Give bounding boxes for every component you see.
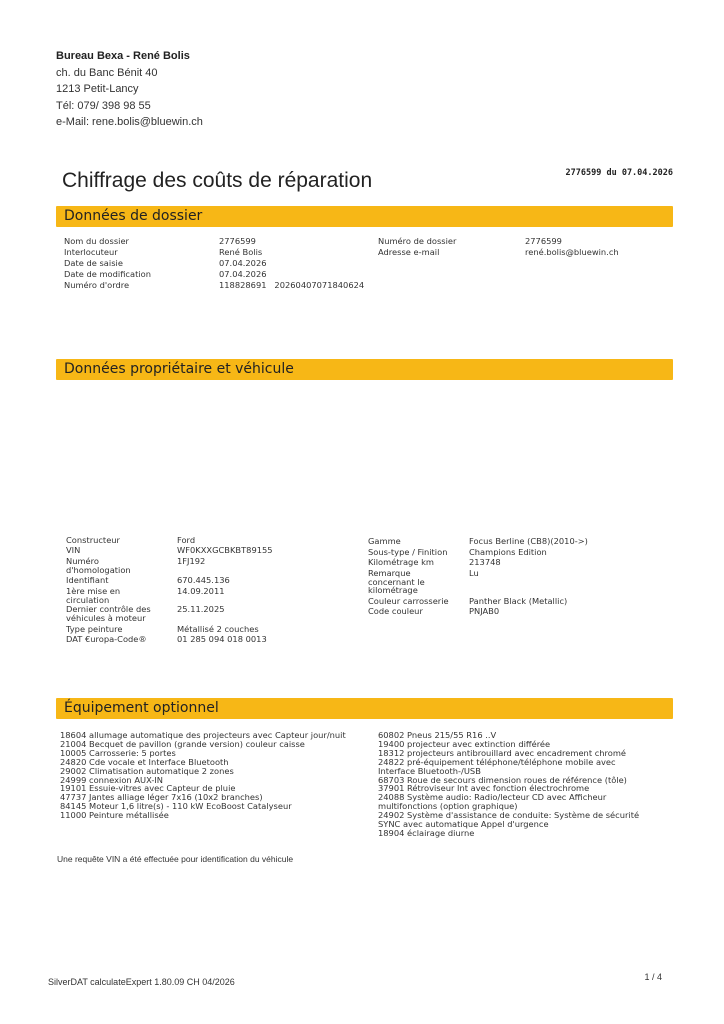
equipment-item: 19101 Essuie-vitres avec Capteur de pluie [60,783,236,794]
sender-city: 1213 Petit-Lancy [56,83,139,95]
field-row [66,635,356,645]
equipment-item: 18904 éclairage diurne [378,827,475,838]
equipment-item: Interface Bluetooth-/USB [378,765,481,776]
field-label: Interlocuteur [64,246,118,257]
equipment-list-left [60,731,375,820]
field-value: Lu [469,568,479,578]
field-label: Remarque concernant le kilométrage [368,568,425,595]
field-row [368,569,668,597]
field-value: 670.445.136 [177,575,230,585]
field-label: Kilométrage km [368,557,434,567]
section-title-equipment: Équipement optionnel [64,700,219,716]
equipment-item: 60802 Pneus 215/55 R16 ..V [378,730,497,740]
field-label: Date de modification [64,268,151,279]
field-value: 1FJ192 [177,556,206,566]
field-value: 07.04.2026 [219,257,267,268]
dossier-left-fields [64,237,364,291]
field-value: 07.04.2026 [219,268,267,279]
field-label: Numéro d'homologation [66,556,131,575]
field-label: Numéro d'ordre [64,279,130,290]
field-value: Métallisé 2 couches [177,624,259,634]
field-value: 213748 [469,557,501,567]
equipment-item: 84145 Moteur 1,6 litre(s) - 110 kW EcoBoost Catalyseur [60,801,292,812]
field-row [66,557,356,576]
field-value: 14.09.2011 [177,586,225,596]
field-value: 2776599 [219,236,256,246]
equipment-item: 21004 Becquet de pavillon (grande version) couleur caisse [60,738,305,749]
equipment-item: 47737 Jantes alliage léger 7x16 (10x2 branches) [60,792,263,803]
field-value: Champions Edition [469,547,547,557]
field-label: Type peinture [66,624,123,634]
field-value: 25.11.2025 [177,604,225,614]
field-label: Adresse e-mail [378,246,440,257]
field-value: René Bolis [219,246,263,257]
vehicle-left-fields [66,536,356,645]
section-header-vehicle [56,359,673,380]
equipment-item: 68703 Roue de secours dimension roues de référence (tôle) [378,774,627,785]
field-label: DAT €uropa-Code® [66,634,147,644]
field-row [378,248,678,259]
equipment-item: 18312 projecteurs antibrouillard avec encadrement chromé [378,747,627,758]
field-row [66,546,356,557]
field-value: 01 285 094 018 0013 [177,634,267,644]
sender-name: Bureau Bexa - René Bolis [56,50,190,62]
page-number: 1 / 4 [644,972,662,982]
field-value: rené.bolis@bluewin.ch [525,246,619,257]
vehicle-right-fields [368,537,668,617]
field-label: VIN [66,545,81,555]
field-row [368,607,668,617]
field-value: WF0KXXGCBKBT89155 [177,545,273,555]
equipment-item: 24088 Système audio: Radio/lecteur CD avec Afficheur [378,792,607,803]
section-header-dossier [56,206,673,227]
section-header-equipment [56,698,673,719]
sender-street: ch. du Banc Bénit 40 [56,66,158,79]
field-label: Dernier contrôle des véhicules à moteur [66,604,151,623]
field-value: 2776599 [525,236,562,246]
equipment-item: 19400 projecteur avec extinction différée [378,738,551,749]
field-row [368,558,668,569]
sender-address [56,48,203,131]
equipment-item: 24820 Cde vocale et Interface Bluetooth [60,756,229,767]
field-label: Date de saisie [64,257,123,268]
field-value: 118828691 20260407071840624 [219,279,365,290]
equipment-item: 24902 Système d'assistance de conduite: Système de sécurité [378,810,640,821]
document-title: Chiffrage des coûts de réparation [62,169,373,192]
field-row [66,587,356,605]
field-label: Nom du dossier [64,236,129,246]
field-label: Gamme [368,536,401,546]
equipment-item: 29002 Climatisation automatique 2 zones [60,765,234,776]
equipment-item: SYNC avec automatique Appel d'urgence [378,819,549,830]
field-label: Constructeur [66,535,120,545]
equipment-item: 11000 Peinture métallisée [60,810,169,821]
document-reference-date: 2776599 du 07.04.2026 [565,168,673,178]
field-value: Panther Black (Metallic) [469,596,568,606]
field-value: Focus Berline (CB8)(2010->) [469,536,588,546]
footer-software-version: SilverDAT calculateExpert 1.80.09 CH 04/2026 [48,977,235,987]
vin-request-note: Une requête VIN a été effectuée pour identification du véhicule [57,854,294,864]
field-value: PNJAB0 [469,606,500,616]
field-row [64,281,364,292]
equipment-item: multifonctions (option graphique) [378,801,518,812]
field-label: Sous-type / Finition [368,547,448,557]
field-label: Identifiant [66,575,109,585]
equipment-item: 37901 Rétroviseur Int avec fonction électrochrome [378,783,590,794]
equipment-list-right [378,731,678,838]
field-label: Couleur carrosserie [368,596,449,606]
equipment-item: 24999 connexion AUX-IN [60,774,163,785]
sender-phone: Tél: 079/ 398 98 55 [56,99,151,112]
sender-email: e-Mail: rene.bolis@bluewin.ch [56,116,203,128]
section-title-vehicle: Données propriétaire et véhicule [64,361,294,377]
equipment-item: 24822 pré-équipement téléphone/téléphone mobile avec [378,756,616,767]
section-title-dossier: Données de dossier [64,208,203,224]
field-row [64,270,364,281]
dossier-right-fields [378,237,678,259]
field-label: Numéro de dossier [378,236,457,246]
field-value: Ford [177,535,196,545]
equipment-item: 18604 allumage automatique des projecteurs avec Capteur jour/nuit [60,730,346,740]
equipment-item: 10005 Carrosserie: 5 portes [60,747,176,758]
field-label: 1ère mise en circulation [66,586,121,605]
field-row [66,605,356,625]
field-label: Code couleur [368,606,423,616]
